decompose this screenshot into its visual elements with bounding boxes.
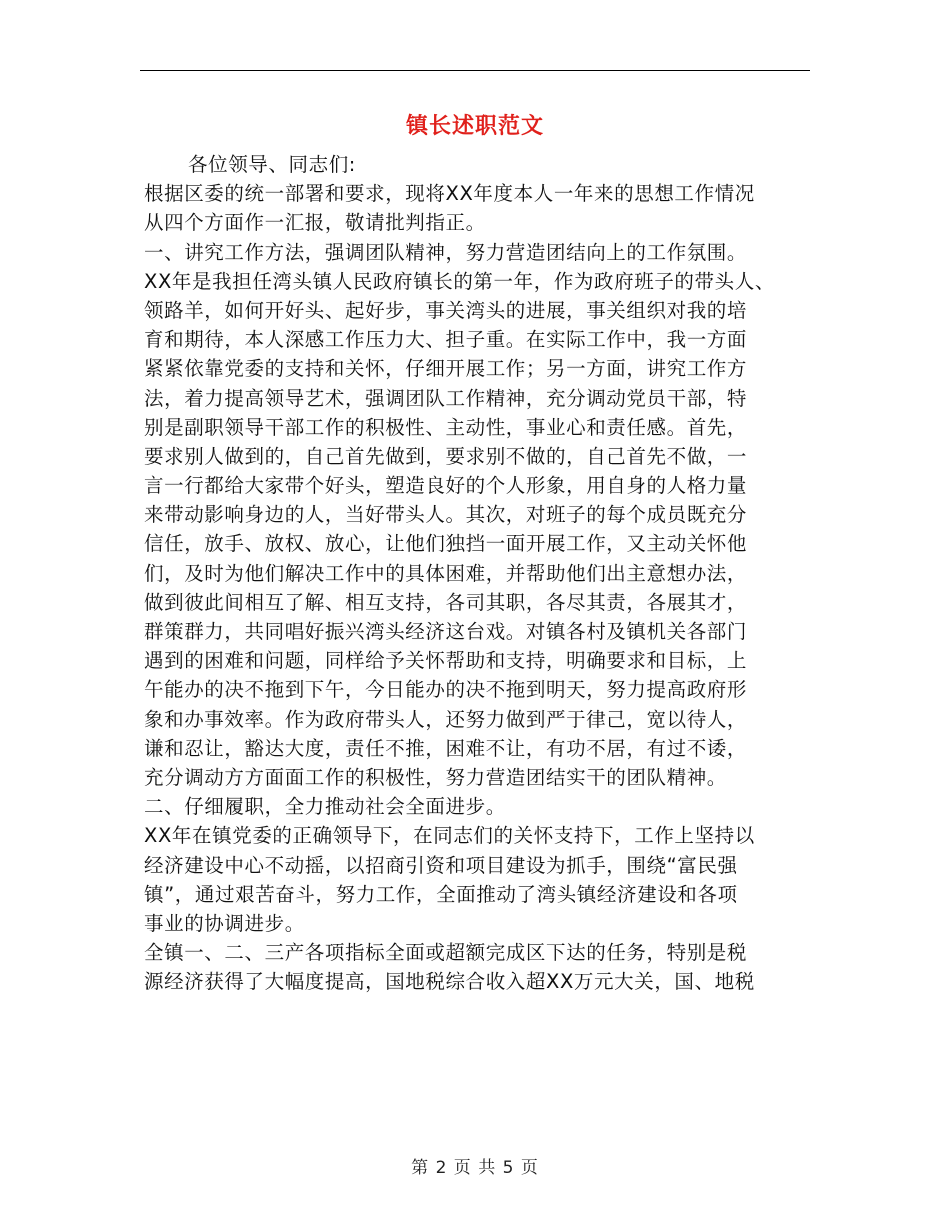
page-number: 第 2 页 共 5 页: [411, 1158, 539, 1178]
section-heading-1: 一、讲究工作方法，强调团队精神，努力营造团结向上的工作氛围。: [144, 240, 748, 264]
body-line: 事业的协调进步。: [144, 911, 305, 935]
body-line: XX年在镇党委的正确领导下，在同志们的关怀支持下，工作上坚持以: [144, 824, 755, 848]
body-line: 育和期待，本人深感工作压力大、担子重。在实际工作中，我一方面: [144, 328, 748, 352]
salutation-line: 各位领导、同志们:: [188, 153, 356, 176]
body-line: 言一行都给大家带个好头，塑造良好的个人形象，用自身的人格力量: [144, 474, 748, 498]
body-line: 紧紧依靠党委的支持和关怀，仔细开展工作；另一方面，讲究工作方: [144, 357, 748, 381]
body-line: 做到彼此间相互了解、相互支持，各司其职，各尽其责，各展其才，: [144, 590, 748, 614]
document-body: [144, 150, 824, 996]
body-line: 群策群力，共同唱好振兴湾头经济这台戏。对镇各村及镇机关各部门: [144, 620, 748, 643]
body-line: 从四个方面作一汇报，敬请批判指正。: [144, 211, 486, 235]
body-line: XX年是我担任湾头镇人民政府镇长的第一年，作为政府班子的带头人、: [144, 269, 775, 293]
body-line: 别是副职领导干部工作的积极性、主动性，事业心和责任感。首先，: [144, 415, 748, 439]
body-line: 象和办事效率。作为政府带头人，还努力做到严于律己，宽以待人，: [144, 707, 748, 731]
body-line: 法，着力提高领导艺术，强调团队工作精神，充分调动党员干部，特: [144, 386, 748, 410]
body-line: 充分调动方方面面工作的积极性，努力营造团结实干的团队精神。: [144, 765, 727, 789]
body-line: 信任，放手、放权、放心，让他们独挡一面开展工作，又主动关怀他: [144, 532, 748, 556]
body-line: 领路羊，如何开好头、起好步，事关湾头的进展，事关组织对我的培: [144, 298, 748, 322]
document-title: 镇长述职范文: [405, 113, 544, 139]
body-line: 根据区委的统一部署和要求，现将XX年度本人一年来的思想工作情况: [144, 182, 755, 206]
body-line: 谦和忍让，豁达大度，责任不推，困难不让，有功不居，有过不诿，: [144, 736, 748, 760]
body-line: 全镇一、二、三产各项指标全面或超额完成区下达的任务，特别是税: [144, 941, 748, 965]
body-line: 经济建设中心不动摇，以招商引资和项目建设为抓手，围绕“富民强: [144, 853, 738, 877]
body-line: 们，及时为他们解决工作中的具体困难，并帮助他们出主意想办法，: [144, 561, 748, 585]
body-line: 遇到的困难和问题，同样给予关怀帮助和支持，明确要求和目标，上: [144, 649, 748, 673]
body-line: 来带动影响身边的人，当好带头人。其次，对班子的每个成员既充分: [144, 503, 748, 527]
body-line: 午能办的决不拖到下午，今日能办的决不拖到明天，努力提高政府形: [144, 678, 748, 702]
body-line: 源经济获得了大幅度提高，国地税综合收入超XX万元大关，国、地税: [144, 970, 755, 994]
section-heading-2: 二、仔细履职，全力推动社会全面进步。: [144, 795, 506, 819]
header-rule: [140, 70, 810, 71]
body-line: 要求别人做到的，自己首先做到，要求别不做的，自己首先不做，一: [144, 444, 748, 468]
body-line: 镇”，通过艰苦奋斗，努力工作，全面推动了湾头镇经济建设和各项: [144, 882, 738, 906]
